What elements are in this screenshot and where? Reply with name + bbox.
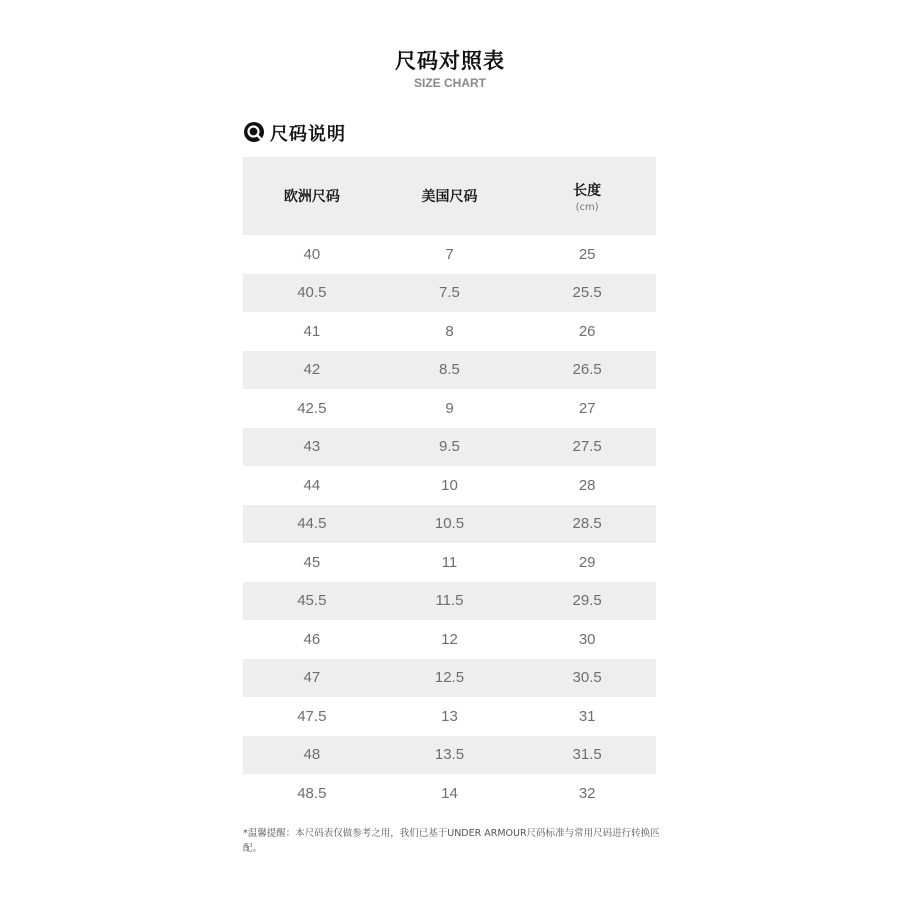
section-header [243,118,346,148]
length-cell: 27 [578,399,596,417]
eu-size-cell: 44 [303,476,321,494]
table-row [243,659,656,698]
table-row [243,274,656,313]
column-header-eu [243,157,381,235]
eu-size-cell: 40 [303,245,321,263]
length-cell: 30 [578,630,596,648]
size-table [243,157,656,813]
length-cell: 32 [578,784,596,802]
page-subtitle: SIZE CHART [414,76,486,90]
us-size-cell: 7 [445,245,454,263]
eu-size-cell: 42 [243,351,381,390]
eu-size-cell: 41 [303,322,321,340]
eu-size-cell: 48 [243,736,381,775]
table-row [243,351,656,390]
length-cell: 27.5 [518,428,656,467]
table-row [243,235,656,274]
title-block [0,48,900,90]
us-size-cell: 8.5 [381,351,519,390]
us-size-cell: 8 [445,322,454,340]
table-row [243,543,656,582]
length-cell: 31.5 [518,736,656,775]
eu-size-cell: 43 [243,428,381,467]
length-cell: 28.5 [518,505,656,544]
us-size-cell: 13 [441,707,458,725]
page-title: 尺码对照表 [395,49,505,73]
column-header-label: 欧洲尺码 [283,189,340,205]
eu-size-cell: 40.5 [243,274,381,313]
length-cell: 31 [578,707,596,725]
table-row [243,697,656,736]
table-row [243,312,656,351]
length-cell: 26 [578,322,596,340]
eu-size-cell: 44.5 [243,505,381,544]
eu-size-cell: 45.5 [243,582,381,621]
length-cell: 29.5 [518,582,656,621]
column-header-length [518,157,656,235]
section-title: 尺码说明 [270,124,346,145]
table-row [243,428,656,467]
table-row [243,389,656,428]
us-size-cell: 9.5 [381,428,519,467]
column-header-us [381,157,519,235]
length-cell: 25.5 [518,274,656,313]
column-header-label: 长度 [573,182,602,199]
table-header-row [243,157,656,235]
length-cell: 26.5 [518,351,656,390]
eu-size-cell: 48.5 [297,784,327,802]
length-cell: 28 [578,476,596,494]
table-row [243,466,656,505]
eu-size-cell: 47.5 [297,707,327,725]
table-row [243,620,656,659]
table-row [243,774,656,813]
table-row [243,736,656,775]
length-cell: 30.5 [518,659,656,698]
us-size-cell: 13.5 [381,736,519,775]
us-size-cell: 12 [441,630,458,648]
column-header-label: 美国尺码 [421,189,478,205]
eu-size-cell: 42.5 [297,399,327,417]
column-header-unit: (cm) [575,201,599,213]
us-size-cell: 10.5 [381,505,519,544]
us-size-cell: 9 [445,399,454,417]
length-cell: 29 [578,553,596,571]
us-size-cell: 12.5 [381,659,519,698]
us-size-cell: 10 [441,476,458,494]
eu-size-cell: 45 [303,553,321,571]
magnifier-icon [243,121,267,145]
length-cell: 25 [578,245,596,263]
table-row [243,582,656,621]
table-body [243,235,656,813]
footnote: *温馨提醒：本尺码表仅做参考之用，我们已基于UNDER ARMOUR尺码标准与常用尺码进行转换匹配。 [243,828,660,854]
us-size-cell: 14 [441,784,458,802]
eu-size-cell: 46 [303,630,321,648]
us-size-cell: 11.5 [381,582,519,621]
us-size-cell: 11 [441,553,458,571]
eu-size-cell: 47 [243,659,381,698]
table-row [243,505,656,544]
us-size-cell: 7.5 [381,274,519,313]
